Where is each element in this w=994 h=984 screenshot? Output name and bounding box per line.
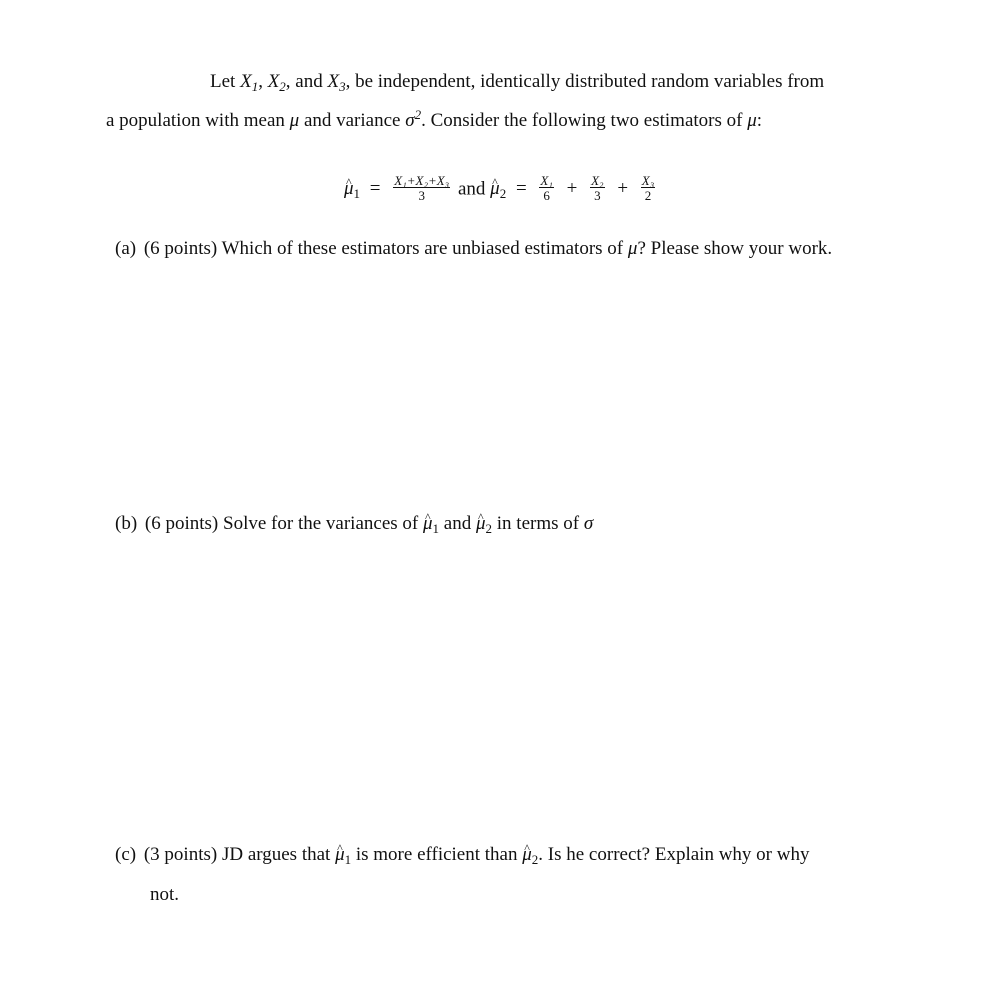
fraction-x3-2: $\frac{\text{X₃}}{2}$: [641, 173, 655, 203]
colon: :: [756, 110, 763, 131]
question-a: [115, 238, 832, 260]
question-c-label: (c): [115, 844, 137, 865]
equals-sign: =: [369, 178, 381, 200]
question-b-and: and: [443, 513, 472, 534]
intro-line2-mid: and variance: [303, 110, 401, 131]
plus-sign-2: +: [617, 178, 629, 200]
question-c-mid: is more efficient than: [355, 844, 518, 865]
question-b-label: (b): [115, 513, 138, 534]
and-word: and: [295, 71, 323, 92]
mu-symbol: μ: [289, 110, 300, 131]
question-c: [115, 844, 809, 866]
intro-line2-lead: a population with mean: [106, 110, 285, 131]
muhat-2: ^ $\mu_2$: [490, 178, 506, 199]
muhat-1-c: ^ $\mu_1$: [335, 844, 351, 865]
question-c-tail: . Is he correct? Explain why or why: [538, 844, 810, 865]
muhat-1: ^ $\mu_1$: [344, 178, 360, 199]
sigma-squared: $\sigma^2$: [405, 107, 422, 131]
muhat-2-c: ^ $\mu_2$: [522, 844, 538, 865]
question-a-points: (6 points): [143, 238, 218, 259]
question-b: [115, 513, 593, 535]
var-x3: $X_3$: [327, 71, 346, 94]
fraction-mean: $\frac{\text{X₁+X₂+X₃}}{3}$: [394, 173, 450, 203]
question-a-tail: ? Please show your work.: [637, 238, 833, 259]
question-a-label: (a): [115, 238, 137, 259]
mu-symbol-a: μ: [627, 238, 638, 259]
question-b-points: (6 points): [144, 513, 219, 534]
intro-line-2: [106, 107, 763, 132]
question-c-line-2: [150, 884, 179, 906]
question-b-tail: in terms of: [496, 513, 580, 534]
estimator-formula: [344, 173, 658, 204]
question-a-text: Which of these estimators are unbiased estimators of: [221, 238, 624, 259]
question-c-points: (3 points): [143, 844, 218, 865]
formula-and: and: [457, 178, 486, 200]
plus-sign-1: +: [566, 178, 578, 200]
question-c-not: not.: [150, 884, 180, 905]
sigma-symbol-b: σ: [583, 513, 594, 534]
muhat-1-b: ^ $\mu_1$: [423, 513, 439, 534]
intro-line-1: Let $X_1$, $X_2$, and $X_3$, be independent, identically distributed random variables from: [210, 71, 825, 94]
muhat-2-b: ^ $\mu_2$: [476, 513, 492, 534]
intro-line2-tail: . Consider the following two estimators of: [421, 110, 743, 131]
var-x2: $X_2$: [267, 71, 286, 94]
var-x1: $X_1$: [240, 71, 259, 94]
fraction-x1-6: $\frac{\text{X₁}}{6}$: [540, 173, 553, 203]
mu-symbol-2: μ: [747, 110, 757, 131]
intro-lead: Let: [210, 71, 236, 92]
fraction-x2-3: $\frac{\text{X₂}}{3}$: [591, 173, 604, 203]
question-b-text: Solve for the variances of: [223, 513, 419, 534]
question-c-text: JD argues that: [221, 844, 331, 865]
intro-tail: , be independent, identically distributed random variables from: [345, 71, 825, 92]
equals-sign-2: =: [515, 178, 527, 200]
